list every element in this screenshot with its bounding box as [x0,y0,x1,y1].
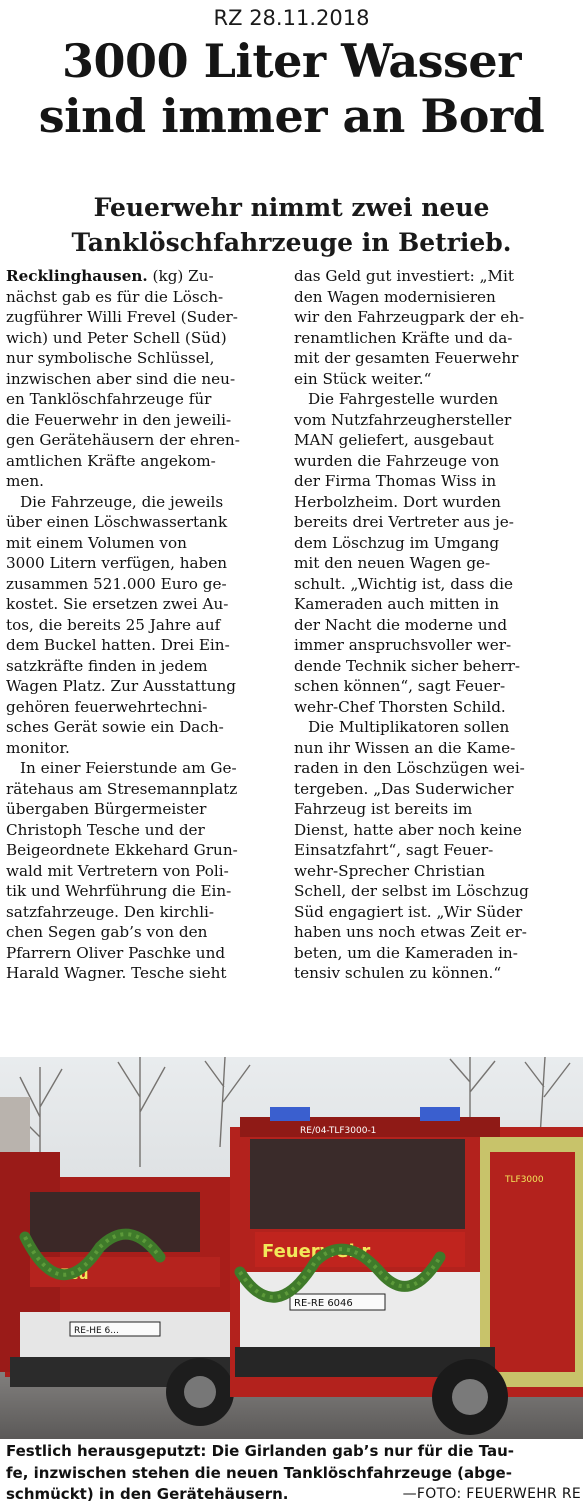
right-fire-truck [230,1107,583,1435]
article-line: Harald Wagner. Tesche sieht [6,964,227,982]
article-line: rätehaus am Stresemannplatz [6,779,238,798]
article-line: 3000 Litern verfügen, haben [6,554,228,572]
photo-credit: —FOTO: FEUERWEHR RE [402,1486,581,1502]
article-line: zugführer Willi Frevel (Suder- [6,308,238,326]
article-line: über einen Löschwassertank [6,513,228,531]
article-line: wehr-Sprecher Christian [294,861,486,880]
article-line: vom Nutzfahrzeughersteller [294,410,512,429]
article-line: wurden die Fahrzeuge von [294,451,500,470]
article-line: mit einem Volumen von [6,533,187,552]
fire-trucks-photo [0,1057,583,1439]
article-line: In einer Feierstunde am Ge- [20,759,237,777]
article-line: Schell, der selbst im Löschzug [294,882,529,900]
subheadline [0,190,583,260]
article-line: der Firma Thomas Wiss in [294,472,497,490]
cab-sign: RE/04-TLF3000-1 [300,1126,377,1136]
article-line: immer anspruchsvoller wer- [294,636,512,654]
article-line: tensiv schulen zu können.“ [294,964,502,982]
article-line: kostet. Sie ersetzen zwei Au- [6,595,229,613]
article-line: amtlichen Kräfte angekom- [6,451,216,470]
article-line: monitor. [6,738,70,757]
left-license-plate: RE-HE 6... [74,1326,119,1336]
article-line: zusammen 521.000 Euro ge- [6,574,227,593]
article-line: schult. „Wichtig ist, dass die [294,574,513,593]
caption-text-2: fe, inzwischen stehen die neuen Tanklöschfahrzeuge (abge- [6,1463,512,1482]
subheadline-line-1: Feuerwehr nimmt zwei neue [93,193,490,222]
article-line: Süd engagiert ist. „Wir Süder [294,902,523,921]
article-line: nächst gab es für die Lösch- [6,287,224,306]
article-column-right [294,266,571,1036]
article-line: tik und Wehrführung die Ein- [6,882,232,900]
article-line: mit der gesamten Feuerwehr [294,349,519,367]
article-line: bereits drei Vertreter aus je- [294,513,514,531]
article-line: MAN geliefert, ausgebaut [294,431,494,449]
article-line: raden in den Löschzügen wei- [294,759,525,777]
article-line: die Feuerwehr in den jeweili- [6,410,232,429]
article-line: haben uns noch etwas Zeit er- [294,923,527,941]
article-column-left [6,266,283,1036]
article-line: Die Multiplikatoren sollen [308,718,510,736]
right-license-plate: RE-RE 6046 [294,1298,353,1309]
article-line: Kameraden auch mitten in [294,595,500,613]
article-line: nur symbolische Schlüssel, [6,349,215,367]
article-line: inzwischen aber sind die neu- [6,369,236,388]
headline-line-1: 3000 Liter Wasser [62,34,521,88]
subheadline-line-2: Tanklöschfahrzeuge in Betrieb. [71,228,512,257]
article-line: Die Fahrgestelle wurden [308,390,499,408]
article-line: satzkräfte finden in jedem [6,656,208,675]
article-body [6,266,577,1036]
article-line: Recklinghausen. (kg) Zu- [6,267,214,285]
article-line: tos, die bereits 25 Jahre auf [6,615,221,634]
article-line: men. [6,472,44,490]
article-line: en Tanklöschfahrzeuge für [6,390,212,408]
photo-caption [6,1441,581,1506]
article-line: den Wagen modernisieren [294,287,496,306]
article-line: Christoph Tesche und der [6,820,205,839]
article-line: dende Technik sicher beherr- [294,656,521,675]
article-line: Pfarrern Oliver Paschke und [6,943,226,962]
article-line: wir den Fahrzeugpark der eh- [294,308,525,326]
door-lettering: Feuerwehr [262,1241,371,1262]
article-line: renamtlichen Kräfte und da- [294,328,513,347]
left-fire-truck [0,1152,235,1426]
article-line: mit den neuen Wagen ge- [294,554,491,572]
article-line: ein Stück weiter.“ [294,369,432,388]
article-line: Fahrzeug ist bereits im [294,800,473,818]
article-line: das Geld gut investiert: „Mit [294,267,514,285]
article-line: Beigeordnete Ekkehard Grun- [6,841,238,859]
article-line: chen Segen gab’s von den [6,923,208,941]
date-line: RZ 28.11.2018 [213,6,370,30]
article-line: gen Gerätehäusern der ehren- [6,431,240,449]
article-line: wich) und Peter Schell (Süd) [6,328,227,347]
svg-text:Feu: Feu [60,1267,89,1283]
article-line: wehr-Chef Thorsten Schild. [294,697,506,716]
article-line: Einsatzfahrt“, sagt Feuer- [294,841,494,859]
article-line: der Nacht die moderne und [294,615,508,634]
article-line: dem Löschzug im Umgang [294,533,500,552]
article-line: schen können“, sagt Feuer- [294,677,506,695]
article-line: Die Fahrzeuge, die jeweils [20,492,224,511]
article-line: dem Buckel hatten. Drei Ein- [6,636,230,654]
article-line: beten, um die Kameraden in- [294,943,518,962]
article-line: nun ihr Wissen an die Kame- [294,738,516,757]
article-line: sches Gerät sowie ein Dach- [6,718,224,736]
headline-line-2: sind immer an Bord [38,89,545,143]
side-label: TLF3000 [505,1175,544,1185]
headline [0,34,583,144]
article-line: satzfahrzeuge. Den kirchli- [6,902,215,921]
article-line: Herbolzheim. Dort wurden [294,492,501,511]
article-dateline: Recklinghausen. [6,267,148,285]
article-line: tergeben. „Das Suderwicher [294,779,514,798]
caption-text-1: Festlich herausgeputzt: Die Girlanden gab’s nur für die Tau- [6,1442,515,1460]
caption-text-3: schmückt) in den Gerätehäusern. [6,1485,289,1503]
article-line: Dienst, hatte aber noch keine [294,820,522,839]
article-line: übergaben Bürgermeister [6,800,207,818]
article-line: gehören feuerwehrtechni- [6,697,208,716]
article-line: wald mit Vertretern von Poli- [6,861,229,880]
article-line: Wagen Platz. Zur Ausstattung [6,677,236,695]
